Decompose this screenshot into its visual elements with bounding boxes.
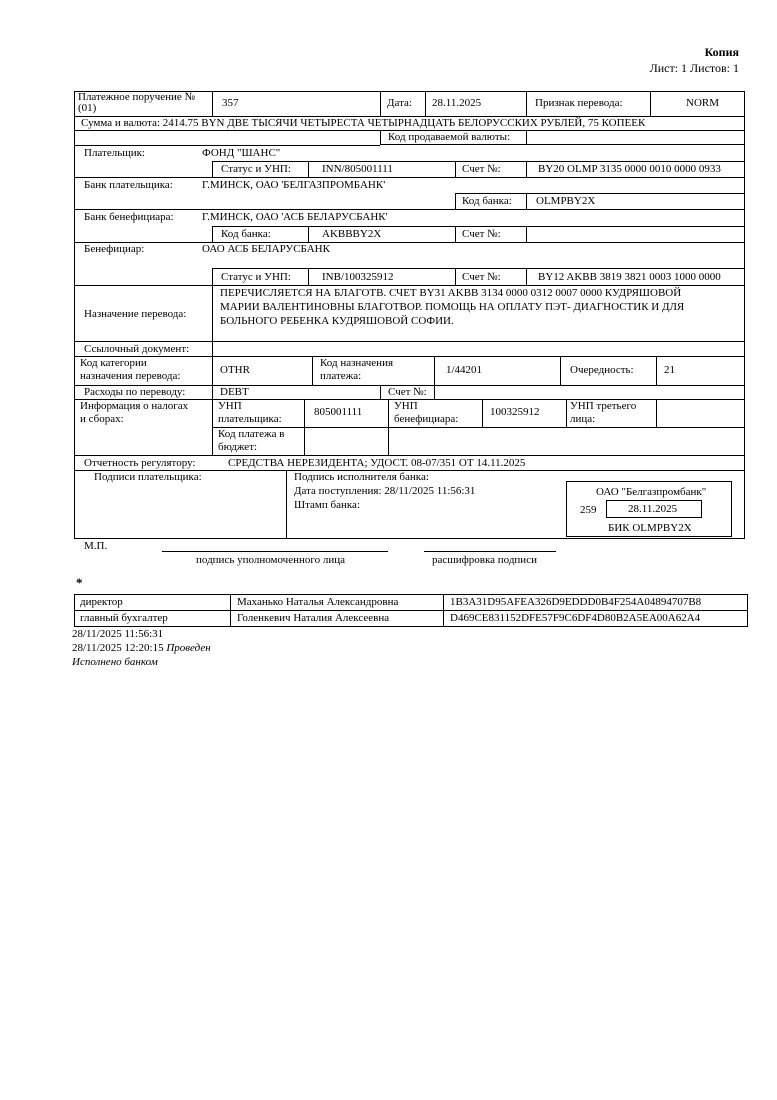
order-number: 357: [222, 97, 239, 109]
purpose-code-label: Код назначения платежа:: [320, 357, 394, 382]
sheets-label: Лист: 1 Листов: 1: [649, 61, 739, 75]
payer-account: BY20 OLMP 3135 0000 0010 0000 0933: [538, 163, 721, 175]
regulator-label: Отчетность регулятору:: [84, 457, 196, 469]
stamp-code: 259: [580, 504, 597, 516]
regulator-value: СРЕДСТВА НЕРЕЗИДЕНТА; УДОСТ. 08-07/351 ОТ 14.11.2025: [228, 457, 526, 469]
expenses-account-label: Счет №:: [388, 386, 427, 398]
status-proved: Проведен: [166, 642, 211, 654]
stamp-bank-name: ОАО "Белгазпромбанк": [596, 486, 707, 498]
benef-unp: 100325912: [490, 406, 540, 418]
benef-bank-name: Г.МИНСК, ОАО 'АСБ БЕЛАРУСБАНК': [202, 211, 388, 223]
stamp-bik: БИК OLMPBY2X: [608, 522, 692, 534]
received-label: Дата поступления: 28/11/2025 11:56:31: [294, 485, 476, 497]
sum-line: Сумма и валюта: 2414.75 BYN ДВЕ ТЫСЯЧИ ЧЕТЫРЕСТА ЧЕТЫРНАДЦАТЬ БЕЛОРУССКИХ РУБЛЕЙ, 75 КОПЕЕК: [81, 117, 646, 129]
stamp-date: 28.11.2025: [628, 503, 678, 515]
signer-name: Маханько Наталья Александровна: [237, 596, 399, 608]
order-date: 28.11.2025: [432, 97, 482, 109]
payer-unp-label: УНП плательщика:: [218, 400, 282, 425]
payer-bank-code: OLMPBY2X: [536, 195, 596, 207]
decode-sign-line: [424, 551, 556, 552]
taxes-label: Информация о налогах и сборах:: [80, 400, 189, 425]
stamp-label: Штамп банка:: [294, 499, 360, 511]
asterisk: *: [76, 575, 83, 590]
order-title-label: Платежное поручение № (01): [78, 91, 196, 114]
payer-signatures-label: Подписи плательщика:: [94, 471, 202, 483]
payer-bank-name: Г.МИНСК, ОАО 'БЕЛГАЗПРОМБАНК': [202, 179, 386, 191]
payer-name: ФОНД "ШАНС": [202, 147, 281, 159]
signer-role: директор: [80, 596, 123, 608]
signer-hash: D469CE831152DFE57F9C6DF4D80B2A5EA00A62A4: [450, 612, 701, 624]
expenses-label: Расходы по переводу:: [84, 386, 186, 398]
purpose-line-1: ПЕРЕЧИСЛЯЕТСЯ НА БЛАГОТВ. СЧЕТ BY31 AKBB 3134 0000 0312 0007 0000 КУДРЯШОВОЙ: [220, 287, 682, 299]
status-line-2: [72, 642, 211, 655]
benef-account: BY12 AKBB 3819 3821 0003 1000 0000: [538, 271, 721, 283]
purpose-code: 1/44201: [446, 364, 483, 376]
sold-currency-label: Код продаваемой валюты:: [388, 131, 511, 143]
purpose-line-2: МАРИИ ВАЛЕНТИНОВНЫ БЛАГОТВОР. ПОМОЩЬ НА ОПЛАТУ ПЭТ- ДИАГНОСТИК И ДЛЯ: [220, 301, 685, 313]
sign-decode-caption: расшифровка подписи: [432, 554, 537, 566]
payer-label: Плательщик:: [84, 147, 145, 159]
payer-status-label: Статус и УНП:: [221, 163, 291, 175]
payer-bank-label: Банк плательщика:: [84, 179, 173, 191]
purpose-label: Назначение перевода:: [84, 308, 187, 320]
payer-account-label: Счет №:: [462, 163, 501, 175]
authorized-sign-line: [162, 551, 388, 552]
benef-status-label: Статус и УНП:: [221, 271, 291, 283]
category-value: OTHR: [220, 364, 250, 376]
signer-role: главный бухгалтер: [80, 612, 168, 624]
priority-label: Очередность:: [570, 364, 634, 376]
benef-bank-code-label: Код банка:: [221, 228, 271, 240]
mp-label: М.П.: [84, 540, 108, 552]
category-label: Код категории назначения перевода:: [80, 357, 181, 382]
reference-label: Ссылочный документ:: [84, 343, 190, 355]
third-unp-label: УНП третьего лица:: [570, 400, 637, 425]
signer-hash: 1B3A31D95AFEA326D9EDDD0B4F254A04894707B8: [450, 596, 702, 608]
bank-sign-label: Подпись исполнителя банка:: [294, 471, 429, 483]
beneficiary-label: Бенефициар:: [84, 243, 145, 255]
payer-status: INN/805001111: [322, 163, 393, 175]
benef-unp-label: УНП бенефициара:: [394, 400, 459, 425]
benef-account-label: Счет №:: [462, 271, 501, 283]
copy-label: Копия: [704, 45, 739, 59]
status-time: 28/11/2025 12:20:15: [72, 642, 164, 654]
benef-bank-account-label: Счет №:: [462, 228, 501, 240]
authorized-sign-caption: подпись уполномоченного лица: [196, 554, 345, 566]
date-label: Дата:: [387, 97, 412, 109]
beneficiary-name: ОАО АСБ БЕЛАРУСБАНК: [202, 243, 330, 255]
benef-bank-code: AKBBBY2X: [322, 228, 382, 240]
payer-bank-code-label: Код банка:: [462, 195, 512, 207]
transfer-sign-label: Признак перевода:: [535, 97, 623, 109]
priority: 21: [664, 364, 675, 376]
budget-code-label: Код платежа в бюджет:: [218, 428, 285, 453]
purpose-line-3: БОЛЬНОГО РЕБЕНКА КУДРЯШОВОЙ СОФИИ.: [220, 315, 454, 327]
status-line-3: Исполнено банком: [72, 656, 158, 668]
expenses-value: DEBT: [220, 386, 249, 398]
benef-status: INB/100325912: [322, 271, 394, 283]
payer-unp: 805001111: [314, 406, 363, 418]
signer-name: Голенкевич Наталия Алексеевна: [237, 612, 390, 624]
transfer-sign: NORM: [686, 97, 720, 109]
status-line-1: 28/11/2025 11:56:31: [72, 628, 164, 640]
benef-bank-label: Банк бенефициара:: [84, 211, 174, 223]
